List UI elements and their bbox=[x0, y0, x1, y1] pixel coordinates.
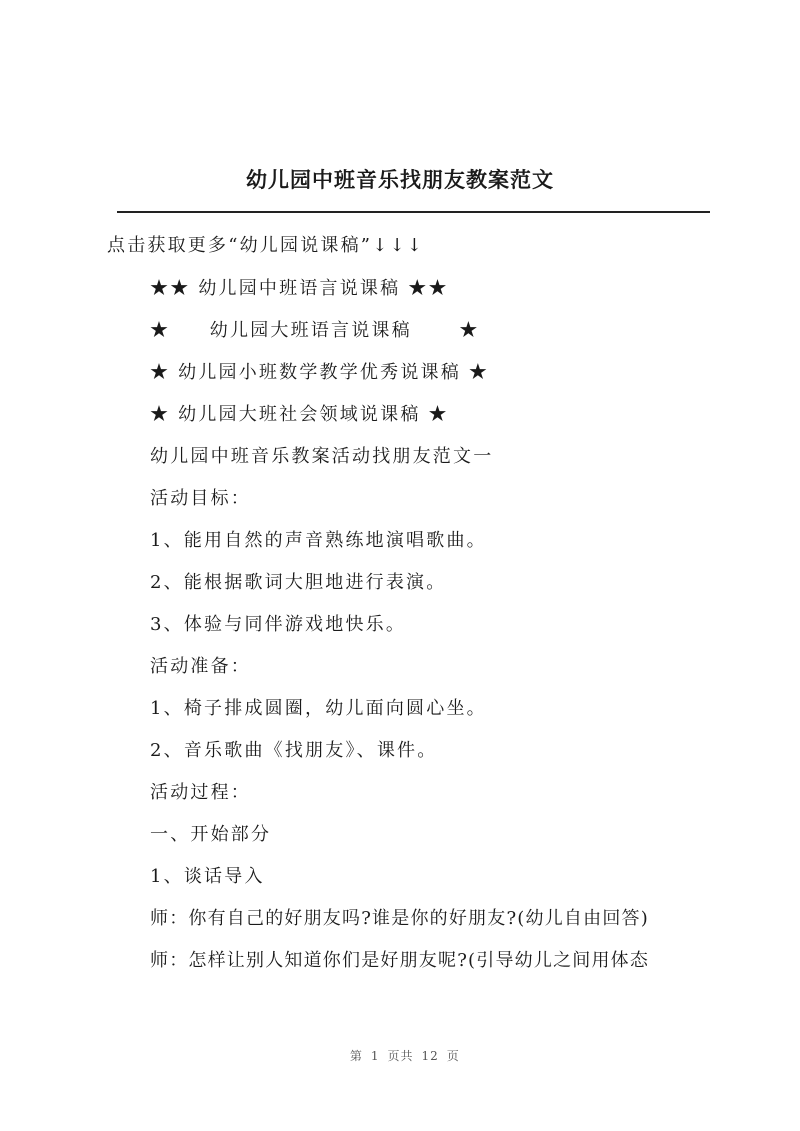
preparation-item: 2、音乐歌曲《找朋友》、课件。 bbox=[150, 740, 438, 761]
page-total: 12 bbox=[421, 1049, 439, 1063]
preparation-item: 1、椅子排成圆圈，幼儿面向圆心坐。 bbox=[150, 698, 487, 719]
link-senior-class-social[interactable]: ★ 幼儿园大班社会领域说课稿 ★ bbox=[150, 404, 449, 425]
footer-suffix: 页 bbox=[446, 1049, 460, 1063]
footer-middle: 页共 bbox=[387, 1049, 414, 1063]
process-heading: 活动过程： bbox=[150, 782, 251, 803]
link-middle-class-language[interactable]: ★★ 幼儿园中班语言说课稿 ★★ bbox=[150, 278, 449, 299]
page-footer bbox=[0, 1033, 800, 1064]
intro-link[interactable]: 点击获取更多“幼儿园说课稿”↓↓↓ bbox=[107, 235, 425, 256]
paragraph: 师：你有自己的好朋友吗?谁是你的好朋友?(幼儿自由回答) bbox=[150, 908, 649, 929]
goals-heading: 活动目标： bbox=[150, 488, 251, 509]
document-title: 幼儿园中班音乐找朋友教案范文 bbox=[246, 167, 554, 192]
preparation-heading: 活动准备： bbox=[150, 656, 251, 677]
page-number: 1 bbox=[370, 1049, 380, 1063]
paragraph: 师：怎样让别人知道你们是好朋友呢?(引导幼儿之间用体态 bbox=[150, 950, 650, 971]
goal-item: 1、能用自然的声音熟练地演唱歌曲。 bbox=[150, 530, 487, 551]
step-heading: 1、谈话导入 bbox=[150, 866, 265, 887]
goal-item: 2、能根据歌词大胆地进行表演。 bbox=[150, 572, 447, 593]
part-heading: 一、开始部分 bbox=[150, 824, 272, 845]
section-heading: 幼儿园中班音乐教案活动找朋友范文一 bbox=[150, 446, 494, 467]
link-senior-class-language[interactable]: ★ 幼儿园大班语言说课稿 ★ bbox=[150, 320, 480, 341]
link-junior-class-math[interactable]: ★ 幼儿园小班数学教学优秀说课稿 ★ bbox=[150, 362, 490, 383]
goal-item: 3、体验与同伴游戏地快乐。 bbox=[150, 614, 407, 635]
title-rule bbox=[117, 211, 710, 213]
footer-prefix: 第 bbox=[349, 1049, 363, 1063]
